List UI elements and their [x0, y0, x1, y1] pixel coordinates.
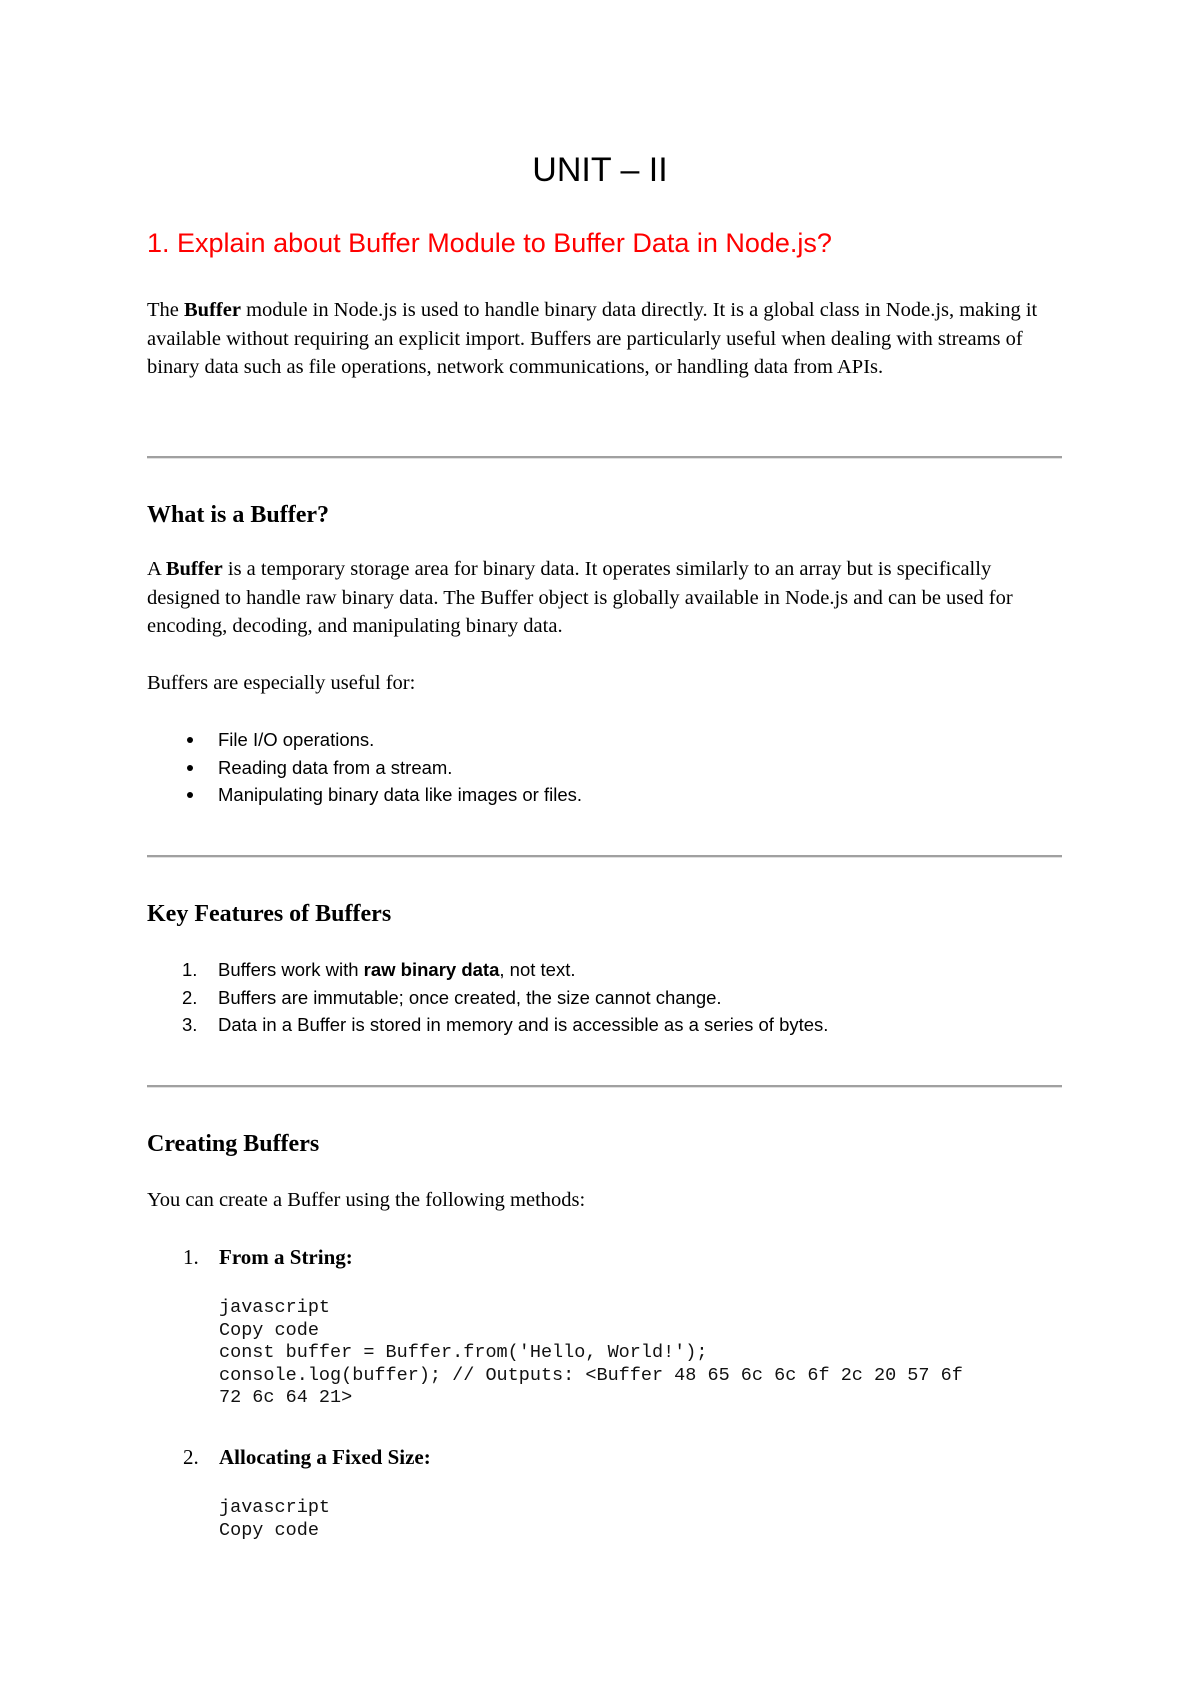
code-block: [219, 1497, 330, 1542]
list-item: [147, 726, 582, 754]
feature-post: , not text.: [499, 959, 576, 980]
intro-rest: module in Node.js is used to handle binary data directly. It is a global class in Node.js, making it available without requiring an explicit import. Buffers are particularly useful when dealing with streams of binary data such as file operations, network communications, or handling data from APIs.: [147, 299, 1038, 378]
list-item-text: Reading data from a stream.: [218, 756, 453, 778]
divider: [147, 855, 1062, 858]
intro-bold: Buffer: [184, 299, 241, 321]
creating-intro: You can create a Buffer using the following methods:: [147, 1189, 586, 1211]
method-number: 1.: [183, 1245, 199, 1269]
method-from-string: [183, 1243, 353, 1271]
feature-pre: Buffers work with: [218, 959, 364, 980]
intro-pre: The: [147, 299, 184, 321]
what-is-buffer-paragraph: [147, 555, 1047, 641]
code-line: 72 6c 64 21>: [219, 1387, 353, 1408]
useful-for-intro: Buffers are especially useful for:: [147, 672, 416, 694]
list-item: [147, 781, 582, 809]
list-number: 2.: [182, 986, 198, 1008]
list-number: 3.: [182, 1014, 198, 1035]
intro-paragraph: [147, 296, 1047, 382]
divider: [147, 1085, 1062, 1088]
list-item-text: Manipulating binary data like images or files.: [218, 784, 583, 805]
question-heading: 1. Explain about Buffer Module to Buffer Data in Node.js?: [147, 228, 832, 258]
list-item: [147, 984, 828, 1012]
code-block: [219, 1297, 963, 1410]
section-heading-key-features: Key Features of Buffers: [147, 901, 392, 927]
what-pre: A: [147, 558, 166, 580]
code-line: Copy code: [219, 1519, 319, 1541]
useful-for-list: [147, 726, 582, 809]
feature-pre: Data in a Buffer is stored in memory and is accessible as a series of bytes.: [218, 1014, 829, 1035]
code-line: Copy code: [219, 1319, 319, 1341]
code-line: const buffer = Buffer.from('Hello, World!');: [219, 1342, 708, 1363]
list-item-text: File I/O operations.: [218, 729, 375, 750]
method-number: 2.: [183, 1445, 199, 1469]
bullet-dot: [187, 765, 193, 771]
list-number: 1.: [182, 959, 198, 980]
what-rest: is a temporary storage area for binary data. It operates similarly to an array but is specifically designed to handle raw binary data. The Buffer object is globally available in Node.js and can be used for encoding, decoding, and manipulating binary data.: [147, 558, 1013, 637]
unit-title: UNIT – II: [532, 151, 668, 189]
method-label: Allocating a Fixed Size:: [219, 1445, 431, 1469]
bullet-dot: [187, 792, 193, 798]
bullet-dot: [187, 737, 193, 743]
code-line: javascript: [219, 1497, 331, 1518]
what-bold: Buffer: [165, 558, 223, 580]
code-line: javascript: [219, 1297, 331, 1318]
list-item: [147, 956, 828, 984]
method-allocating-fixed-size: [183, 1443, 431, 1471]
feature-bold: raw binary data: [363, 959, 500, 980]
section-heading-what-is-buffer: What is a Buffer?: [147, 502, 329, 528]
list-item: [147, 1011, 828, 1039]
code-line: console.log(buffer); // Outputs: <Buffer 48 65 6c 6c 6f 2c 20 57 6f: [219, 1364, 963, 1386]
key-features-list: [147, 956, 828, 1039]
section-heading-creating-buffers: Creating Buffers: [147, 1131, 320, 1157]
list-item: [147, 754, 582, 782]
method-label: From a String:: [219, 1245, 353, 1269]
feature-pre: Buffers are immutable; once created, the size cannot change.: [218, 986, 722, 1008]
divider: [147, 456, 1062, 459]
